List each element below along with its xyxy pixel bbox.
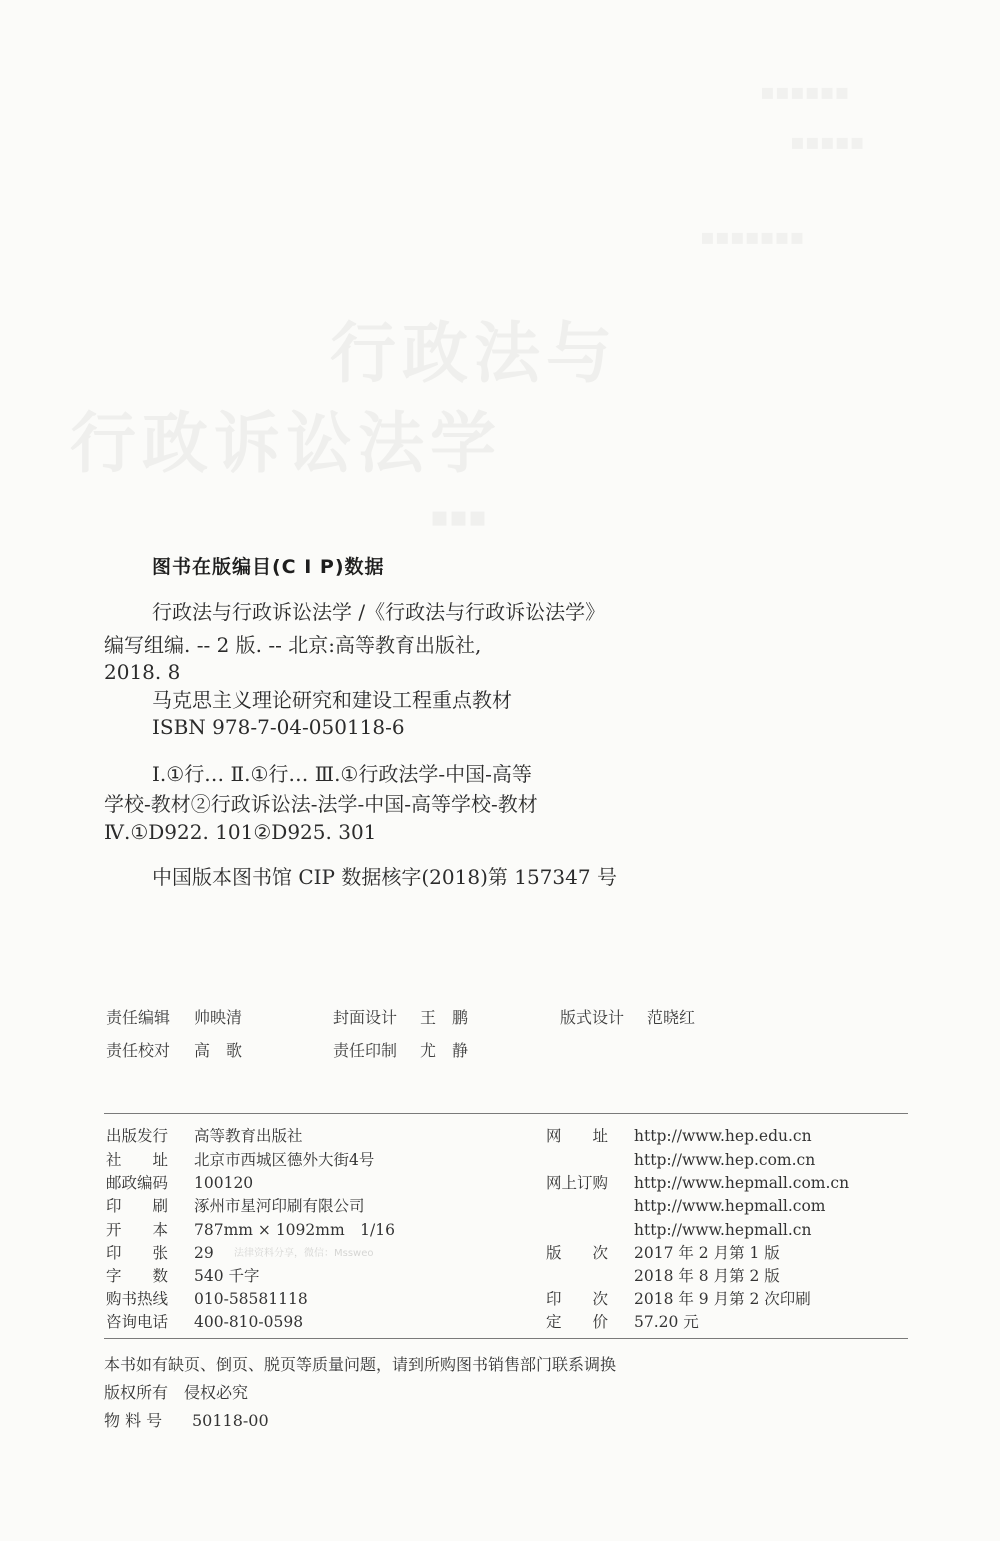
pub-row: 购书热线 010-58581118 [106,1290,308,1308]
credit-value: 高 歌 [194,1041,243,1060]
bleed-through-shadow: 行政诉讼法学 [70,405,502,482]
cip-title: 图书在版编目(C I P)数据 [152,556,385,578]
credit-value: 帅映清 [194,1008,243,1027]
pub-row: 社 址 北京市西城区德外大街4号 [106,1151,375,1169]
pub-row: http://www.hepmall.cn [634,1221,812,1239]
pub-row: 网上订购 http://www.hepmall.com.cn [546,1174,850,1192]
watermark-text: 法律资料分享，微信：Mssweo [234,1248,374,1259]
item-number-value: 50118-00 [192,1411,269,1430]
pub-row: 网 址 http://www.hep.edu.cn [546,1127,812,1145]
pub-row: 2018 年 8 月第 2 版 [634,1267,780,1285]
pub-row: http://www.hep.com.cn [634,1151,816,1169]
credit-label: 责任编辑 [106,1008,171,1027]
cip-line: 行政法与行政诉讼法学 /《行政法与行政诉讼法学》 [152,600,606,624]
cip-line: 学校-教材②行政诉讼法-法学-中国-高等学校-教材 [104,792,538,816]
credit-value: 王 鹏 [420,1008,469,1027]
pub-row: 开 本 787mm × 1092mm 1/16 [106,1221,395,1239]
pub-row: 定 价 57.20 元 [546,1313,699,1331]
bleed-through-shadow: ▪▪▪▪▪▪▪ [700,225,805,250]
pub-row: 印 刷 涿州市星河印刷有限公司 [106,1197,365,1215]
bleed-through-shadow: 行政法与 [330,315,618,392]
cip-line: 2018. 8 [104,660,181,684]
bleed-through-shadow: ▪▪▪▪▪▪ [760,80,850,105]
pub-row: 印 次 2018 年 9 月第 2 次印刷 [546,1290,811,1308]
credit-value: 尤 静 [420,1041,469,1060]
copyright-notice: 版权所有 侵权必究 [104,1383,249,1402]
credit-label: 责任校对 [106,1041,171,1060]
credit-value: 范晓红 [647,1008,696,1027]
bleed-through-shadow: ▪▪▪ [430,500,487,533]
cip-line: Ⅰ.①行… Ⅱ.①行… Ⅲ.①行政法学-中国-高等 [152,762,532,786]
cip-registration-number: 中国版本图书馆 CIP 数据核字(2018)第 157347 号 [152,865,617,889]
divider [104,1113,908,1114]
cip-line: Ⅳ.①D922. 101②D925. 301 [104,820,377,844]
divider [104,1338,908,1339]
cip-line: 编写组编. -- 2 版. -- 北京:高等教育出版社, [104,633,482,657]
item-number [104,1408,269,1431]
pub-row: 字 数 540 千字 [106,1267,260,1285]
cip-isbn: ISBN 978-7-04-050118-6 [152,715,405,739]
pub-row: 版 次 2017 年 2 月第 1 版 [546,1244,780,1262]
pub-row: 印 张 29 [106,1244,214,1262]
credit-label: 责任印制 [333,1041,398,1060]
pub-row: http://www.hepmall.com [634,1197,826,1215]
quality-notice: 本书如有缺页、倒页、脱页等质量问题，请到所购图书销售部门联系调换 [104,1355,617,1374]
pub-row: 咨询电话 400-810-0598 [106,1313,304,1331]
cip-line: 马克思主义理论研究和建设工程重点教材 [152,688,512,712]
item-number-label: 物 料 号 [104,1411,163,1430]
credit-label: 封面设计 [333,1008,398,1027]
bleed-through-shadow: ▪▪▪▪▪ [790,130,865,155]
credit-label: 版式设计 [560,1008,625,1027]
pub-row: 邮政编码 100120 [106,1174,254,1192]
pub-row: 出版发行 高等教育出版社 [106,1127,303,1145]
